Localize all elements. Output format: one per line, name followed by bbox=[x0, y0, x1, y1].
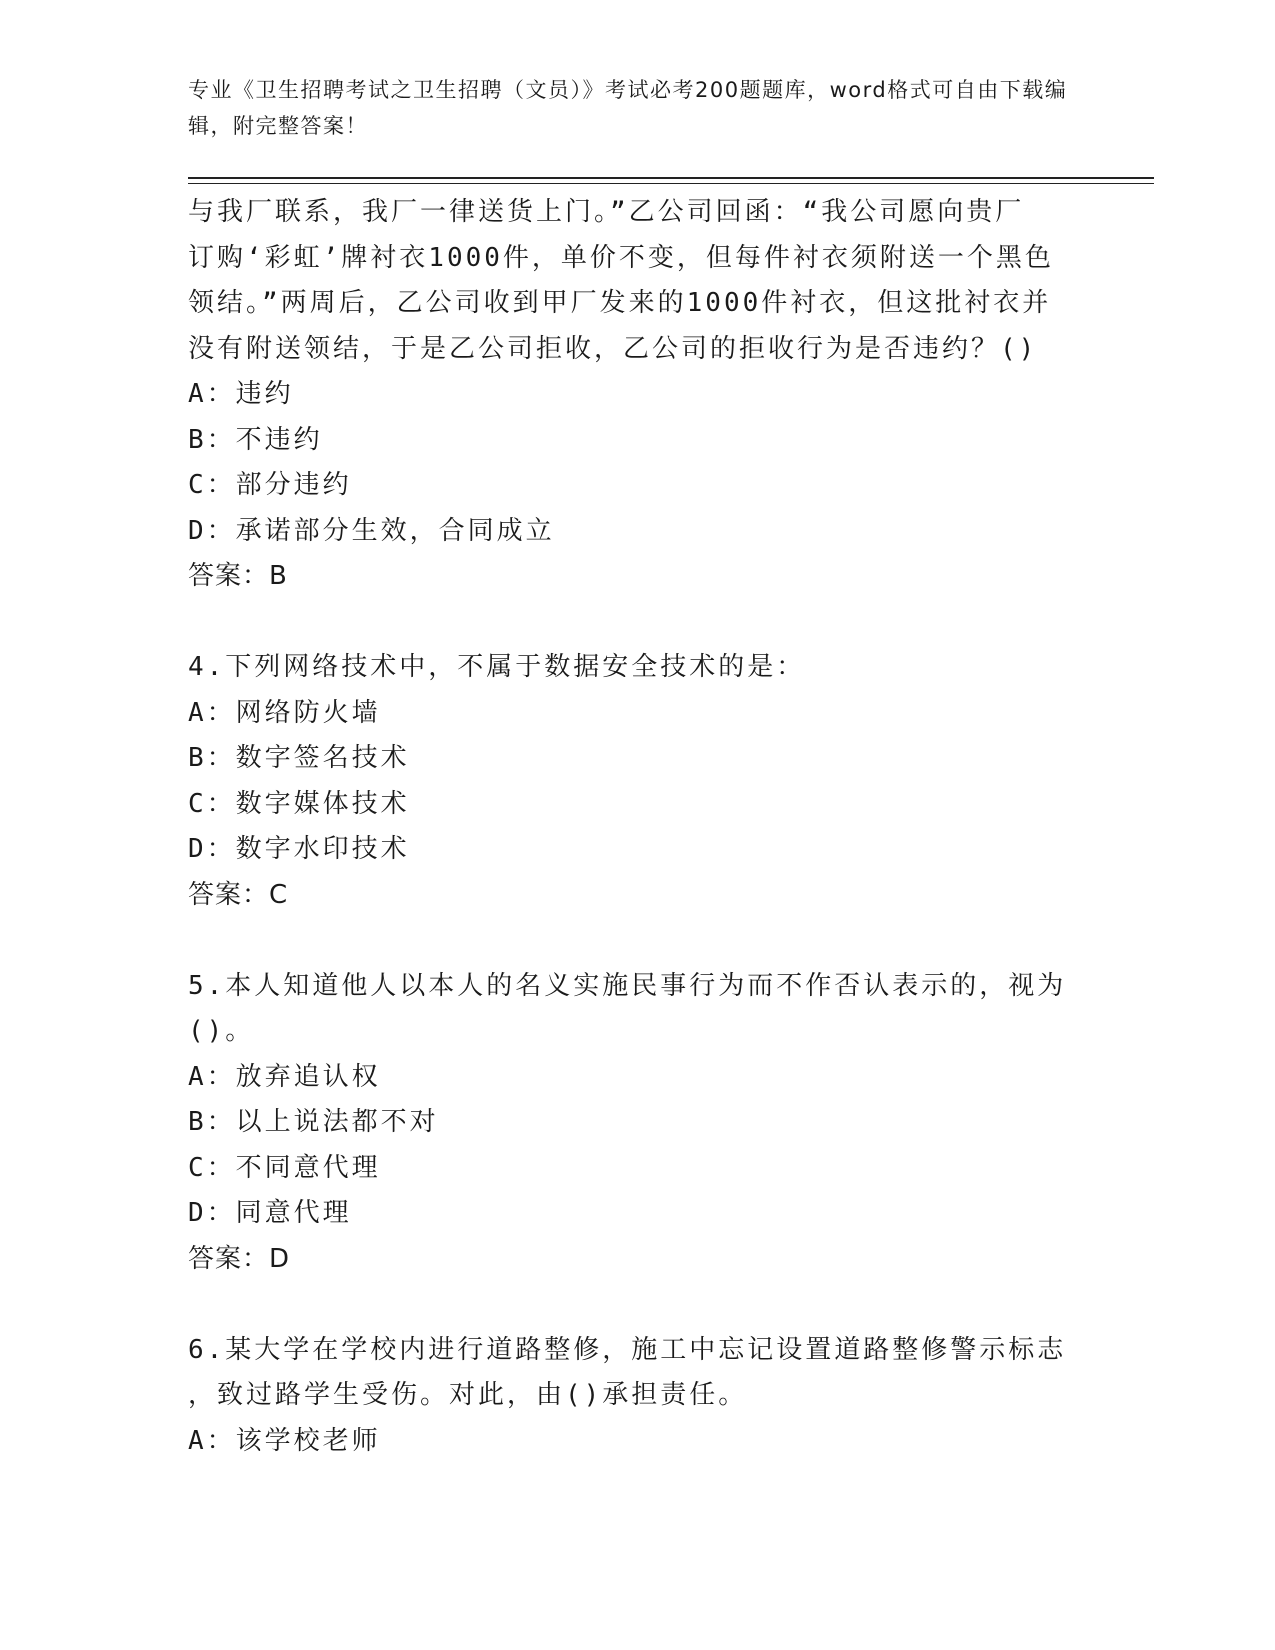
question-text-line: 与我厂联系，我厂一律送货上门。”乙公司回函：“我公司愿向贵厂 bbox=[188, 197, 1025, 227]
question-text-line: 领结。”两周后，乙公司收到甲厂发来的1000件衬衣，但这批衬衣并 bbox=[188, 288, 1052, 318]
question-text-line: ，致过路学生受伤。对此，由()承担责任。 bbox=[188, 1380, 748, 1410]
question-6 bbox=[188, 1328, 1088, 1465]
question-text-line: ()。 bbox=[188, 1016, 255, 1046]
option-d: D：承诺部分生效，合同成立 bbox=[188, 515, 555, 546]
spacer bbox=[188, 600, 1088, 646]
option-c: C：不同意代理 bbox=[188, 1152, 381, 1183]
option-b: B：以上说法都不对 bbox=[188, 1107, 439, 1137]
answer: 答案：C bbox=[188, 879, 289, 910]
option-a: A：违约 bbox=[188, 379, 294, 409]
option-d: D：同意代理 bbox=[188, 1198, 352, 1228]
option-d: D：数字水印技术 bbox=[188, 834, 410, 864]
question-text-line: 5.本人知道他人以本人的名义实施民事行为而不作否认表示的，视为 bbox=[188, 970, 1067, 1001]
question-5 bbox=[188, 964, 1088, 1283]
question-text-line: 订购‘彩虹’牌衬衣1000件，单价不变，但每件衬衣须附送一个黑色 bbox=[188, 242, 1054, 273]
option-b: B：数字签名技术 bbox=[188, 743, 410, 773]
question-4 bbox=[188, 645, 1088, 918]
page-header bbox=[188, 72, 1068, 144]
header-divider-thin bbox=[188, 183, 1154, 184]
option-a: A：该学校老师 bbox=[188, 1425, 381, 1456]
header-divider-thick bbox=[188, 177, 1154, 179]
continued-question bbox=[188, 190, 1088, 600]
answer: 答案：B bbox=[188, 561, 288, 591]
option-b: B：不违约 bbox=[188, 424, 323, 455]
option-a: A：放弃追认权 bbox=[188, 1061, 381, 1092]
question-text-line: 6.某大学在学校内进行道路整修，施工中忘记设置道路整修警示标志 bbox=[188, 1334, 1067, 1365]
header-title: 专业《卫生招聘考试之卫生招聘（文员）》考试必考200题题库，word格式可自由下载编辑，附完整答案！ bbox=[188, 78, 1068, 138]
option-a: A：网络防火墙 bbox=[188, 697, 381, 728]
question-text-line: 4.下列网络技术中，不属于数据安全技术的是： bbox=[188, 652, 806, 682]
document-body bbox=[188, 190, 1088, 1464]
option-c: C：数字媒体技术 bbox=[188, 788, 410, 819]
answer: 答案：D bbox=[188, 1243, 291, 1274]
spacer bbox=[188, 918, 1088, 964]
option-c: C：部分违约 bbox=[188, 470, 352, 500]
question-text-line: 没有附送领结，于是乙公司拒收，乙公司的拒收行为是否违约？() bbox=[188, 333, 1038, 364]
spacer bbox=[188, 1282, 1088, 1328]
